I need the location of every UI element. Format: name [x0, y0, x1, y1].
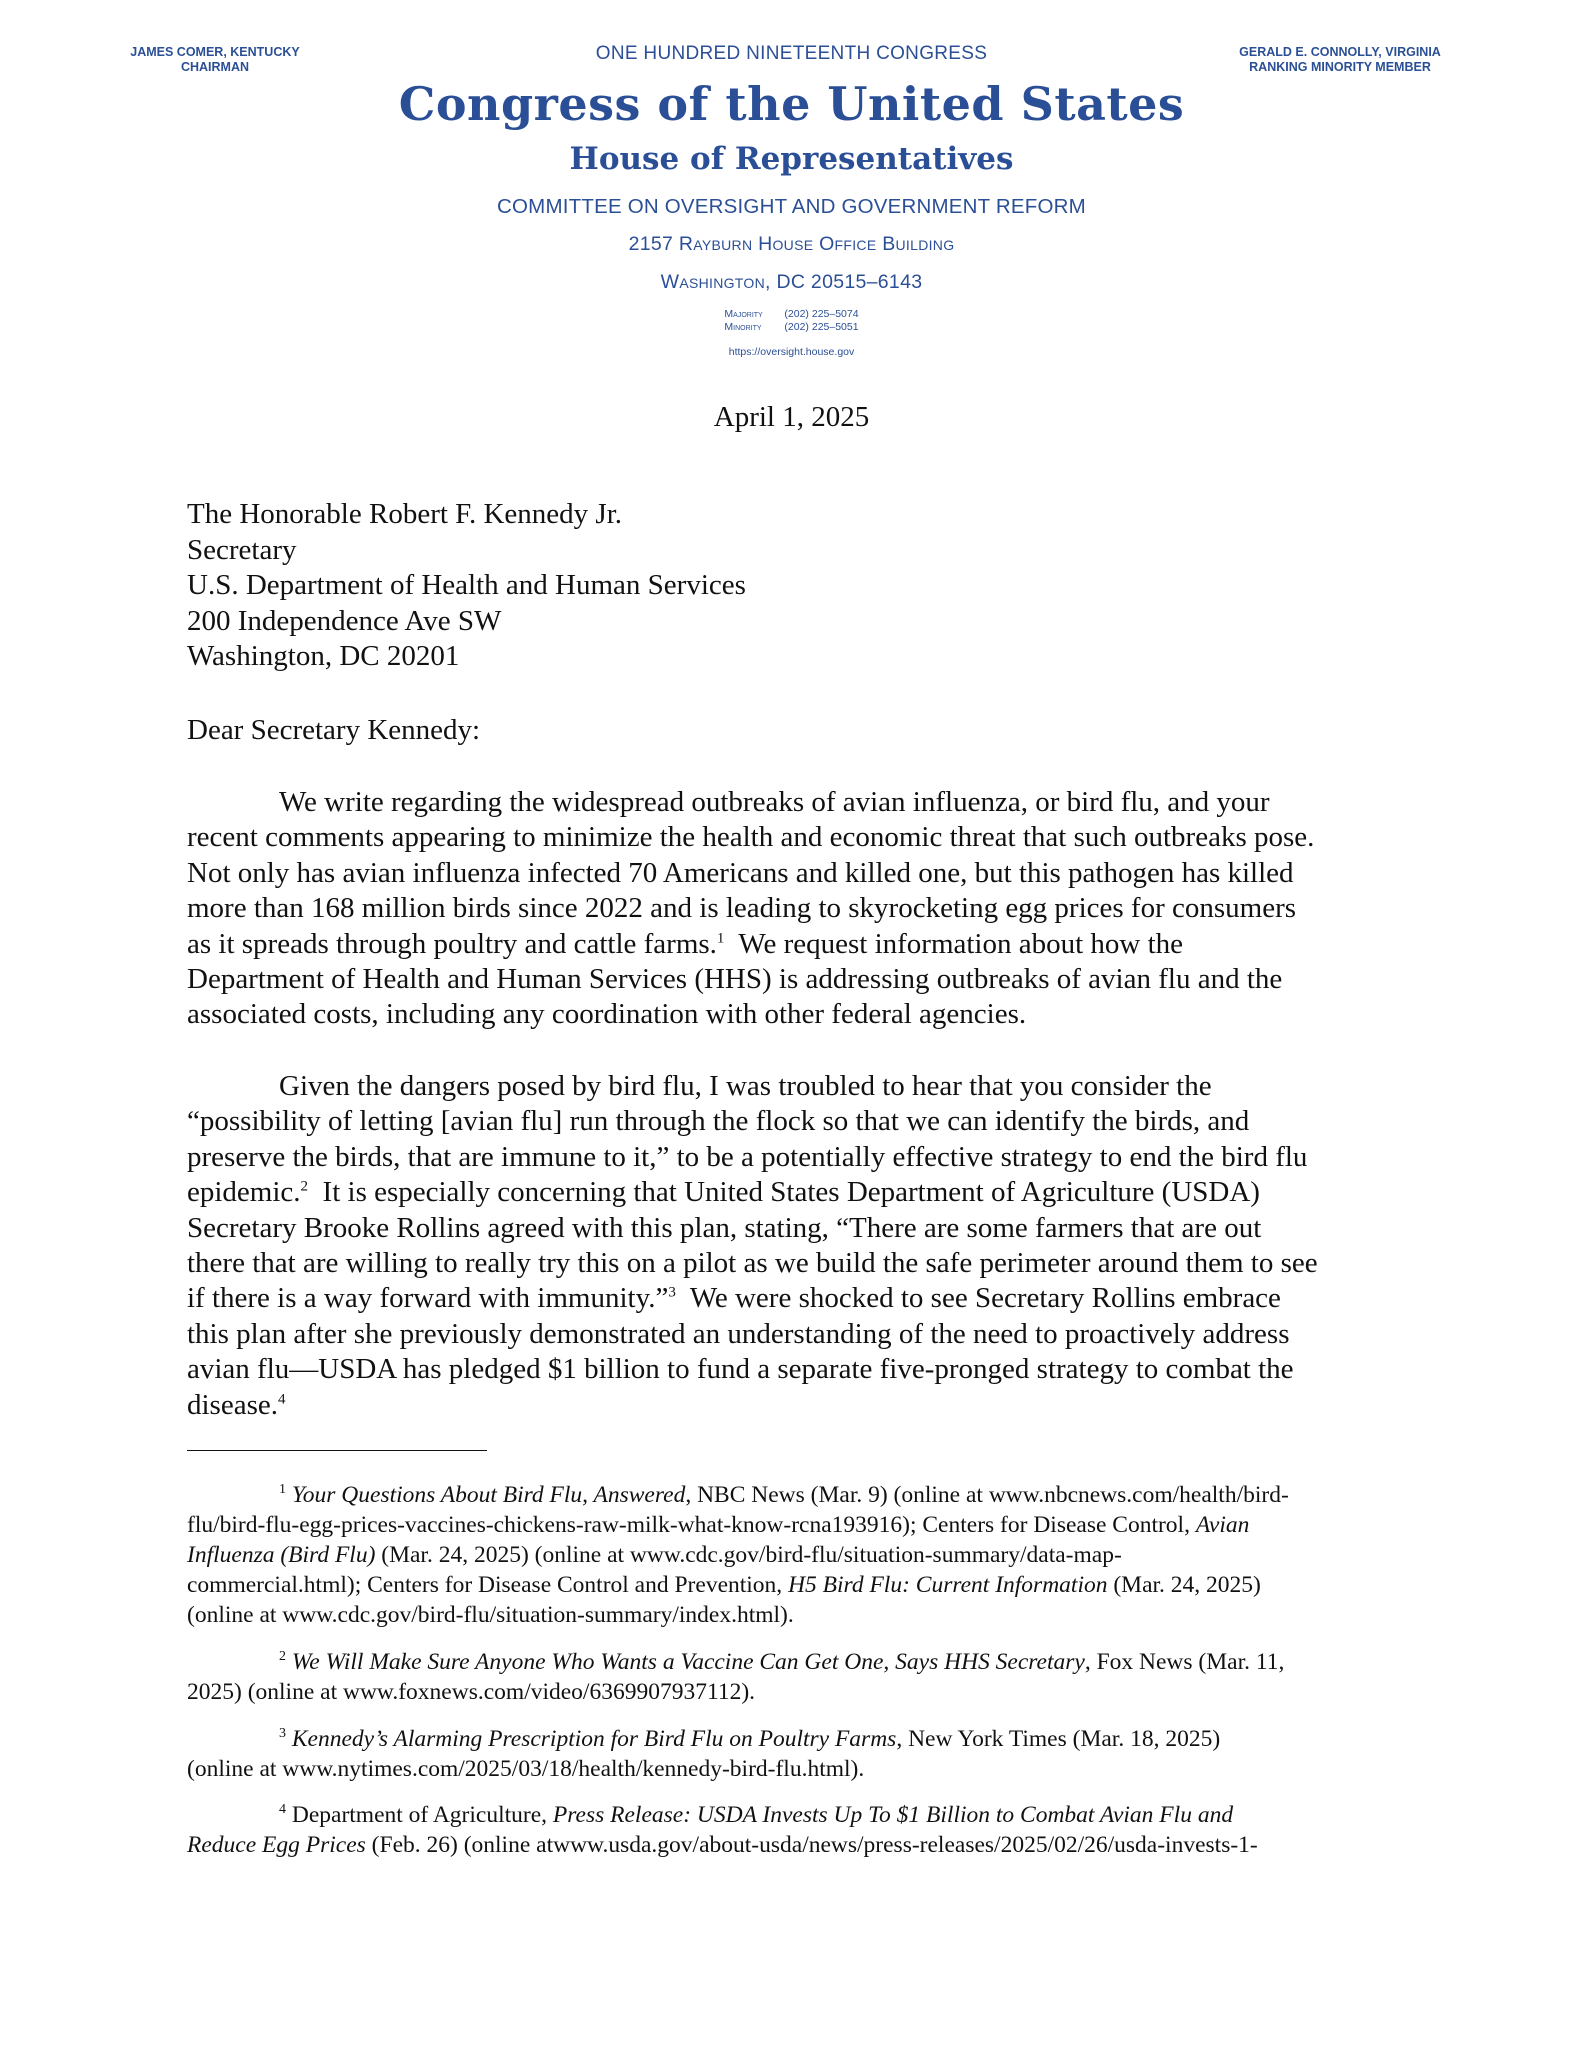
footnote-2 [187, 1647, 1407, 1707]
footnote-number: 2 [279, 1649, 286, 1665]
footnote-text: , Fox News (Mar. 11, [1084, 1649, 1285, 1675]
paragraph-line: associated costs, including any coordination with other federal agencies. [187, 998, 1027, 1031]
paragraph-line: Department of Health and Human Services (HHS) is addressing outbreaks of avian flu and the [187, 963, 1283, 996]
paragraph-line: Not only has avian influenza infected 70 Americans and killed one, but this pathogen has killed [187, 856, 1294, 889]
office-city: Washington, DC 20515–6143 [660, 271, 923, 293]
paragraph-line: preserve the birds, that are immune to it,” to be a potentially effective strategy to end the bird flu [187, 1140, 1308, 1173]
paragraph-line: epidemic. [187, 1176, 301, 1209]
paragraph-line: We were shocked to see Secretary Rollins embrace [689, 1282, 1281, 1315]
ranking-member-name: GERALD E. CONNOLLY, VIRGINIA [1239, 45, 1441, 59]
footnote-text: flu/bird-flu-egg-prices-vaccines-chickens-raw-milk-what-know-rcna193916); Centers for Disease Control, [187, 1512, 1196, 1538]
phone-numbers [380, 308, 1203, 334]
footnote-title: Influenza (Bird Flu) [187, 1542, 376, 1568]
chairman-name: JAMES COMER, KENTUCKY [130, 45, 300, 59]
majority-label: Majority [724, 308, 763, 320]
footnote-4 [187, 1800, 1407, 1860]
paragraph-line: We write regarding the widespread outbreaks of avian influenza, or bird flu, and your [279, 786, 1270, 818]
footnote-title: We Will Make Sure Anyone Who Wants a Vaccine Can Get One, Says HHS Secretary [291, 1649, 1085, 1675]
ranking-member-block [1225, 45, 1455, 75]
addressee-title: Secretary [187, 533, 297, 566]
chairman-block [110, 45, 320, 75]
body-paragraph-2 [187, 1069, 1402, 1423]
congress-wordmark: Congress of the United States [398, 77, 1185, 131]
website-link[interactable]: https://oversight.house.gov [728, 346, 855, 358]
footnote-text: Department of Agriculture, [291, 1802, 553, 1828]
footnote-text: , NBC News (Mar. 9) (online at www.nbcnews.com/health/bird- [685, 1482, 1289, 1508]
footnote-divider [187, 1450, 487, 1451]
footnote-text: (online at www.cdc.gov/bird-flu/situation-summary/index.html). [187, 1602, 794, 1628]
footnote-title: Avian [1195, 1512, 1250, 1538]
footnote-title: Your Questions About Bird Flu, Answered [291, 1482, 686, 1508]
addressee-name: The Honorable Robert F. Kennedy Jr. [187, 498, 622, 530]
footnote-text: 2025) (online at www.foxnews.com/video/6369907937112). [187, 1679, 756, 1705]
office-address: 2157 Rayburn House Office Building [628, 233, 955, 255]
paragraph-line: It is especially concerning that United States Department of Agriculture (USDA) [322, 1176, 1260, 1209]
footnote-ref-4[interactable]: 4 [278, 1391, 286, 1407]
majority-phone: (202) 225–5074 [784, 308, 859, 320]
body-paragraph-1 [187, 785, 1402, 1033]
letterhead [380, 42, 1203, 359]
footnote-text: (Feb. 26) (online atwww.usda.gov/about-usda/news/press-releases/2025/02/26/usda-invests-1- [365, 1832, 1258, 1858]
addressee-city: Washington, DC 20201 [187, 640, 460, 672]
footnote-text: (Mar. 24, 2025) [1107, 1572, 1261, 1598]
footnote-text: , New York Times (Mar. 18, 2025) [896, 1726, 1221, 1752]
paragraph-line: as it spreads through poultry and cattle farms. [187, 927, 717, 960]
footnote-text: (Mar. 24, 2025) (online at www.cdc.gov/bird-flu/situation-summary/data-map- [375, 1542, 1122, 1568]
footnote-ref-3[interactable]: 3 [668, 1284, 676, 1301]
addressee-street: 200 Independence Ave SW [187, 604, 502, 637]
footnote-text: (online at www.nytimes.com/2025/03/18/health/kennedy-bird-flu.html). [187, 1756, 865, 1782]
paragraph-line: this plan after she previously demonstrated an understanding of the need to proactively address [187, 1317, 1290, 1350]
paragraph-line: recent comments appearing to minimize the health and economic threat that such outbreaks pose. [187, 821, 1315, 854]
ranking-member-title: RANKING MINORITY MEMBER [1249, 60, 1431, 74]
letter-date: April 1, 2025 [713, 401, 870, 433]
footnote-title: Press Release: USDA Invests Up To $1 Billion to Combat Avian Flu and [552, 1802, 1234, 1828]
footnote-title: Kennedy’s Alarming Prescription for Bird Flu on Poultry Farms [291, 1726, 897, 1752]
paragraph-line: “possibility of letting [avian flu] run through the flock so that we can identify the birds, and [187, 1105, 1250, 1138]
minority-phone: (202) 225–5051 [784, 321, 859, 333]
footnote-number: 1 [279, 1482, 286, 1498]
footnote-title: H5 Bird Flu: Current Information [788, 1572, 1108, 1598]
minority-label: Minority [724, 321, 762, 333]
house-wordmark: House of Representatives [569, 141, 1014, 177]
chairman-title: CHAIRMAN [180, 60, 250, 74]
footnote-ref-1[interactable]: 1 [716, 929, 725, 946]
paragraph-line: Given the dangers posed by bird flu, I was troubled to hear that you consider the [279, 1070, 1212, 1102]
addressee-department: U.S. Department of Health and Human Services [187, 569, 746, 601]
addressee-block [187, 497, 746, 675]
footnote-1 [187, 1480, 1407, 1630]
paragraph-line: disease. [187, 1388, 278, 1421]
footnote-3 [187, 1724, 1407, 1784]
paragraph-line: Secretary Brooke Rollins agreed with this plan, stating, “There are some farmers that are out [187, 1211, 1262, 1244]
paragraph-line: if there is a way forward with immunity.” [187, 1282, 669, 1315]
paragraph-line: there that are willing to really try this on a pilot as we build the safe perimeter around them to see [187, 1247, 1318, 1280]
paragraph-line: avian flu—USDA has pledged $1 billion to fund a separate five-pronged strategy to combat the [187, 1353, 1294, 1386]
salutation: Dear Secretary Kennedy: [187, 714, 481, 746]
footnote-title: Reduce Egg Prices [187, 1832, 366, 1858]
congress-number: ONE HUNDRED NINETEENTH CONGRESS [595, 43, 988, 64]
footnote-text: commercial.html); Centers for Disease Control and Prevention, [187, 1572, 789, 1598]
footnote-number: 4 [279, 1802, 286, 1818]
footnote-ref-2[interactable]: 2 [300, 1178, 309, 1195]
paragraph-line: more than 168 million birds since 2022 and is leading to skyrocketing egg prices for consumers [187, 892, 1297, 925]
footnote-number: 3 [279, 1726, 286, 1742]
paragraph-line: We request information about how the [738, 927, 1184, 960]
committee-name: COMMITTEE ON OVERSIGHT AND GOVERNMENT REFORM [497, 195, 1086, 218]
